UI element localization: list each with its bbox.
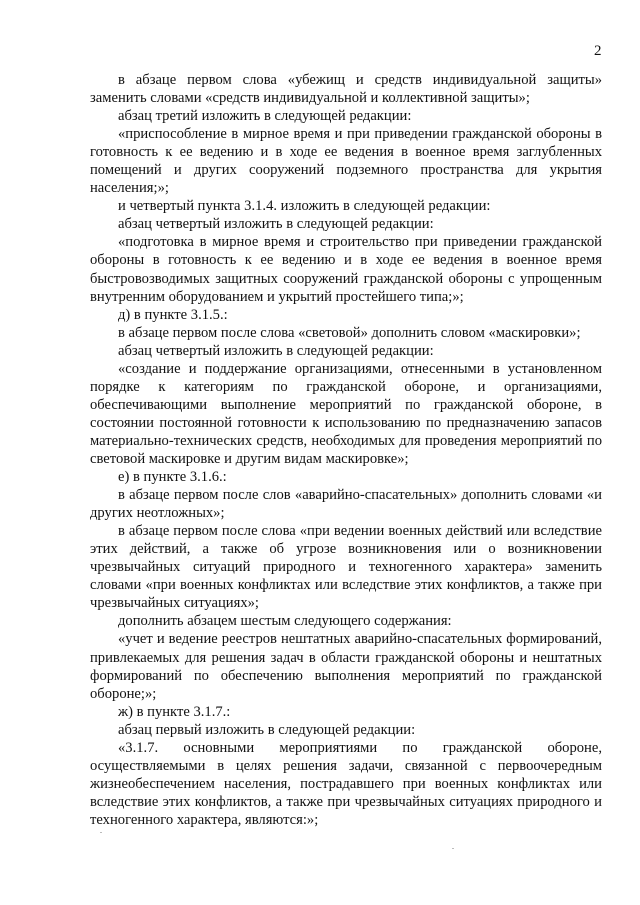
paragraph: ж) в пункте 3.1.7.: bbox=[118, 703, 231, 720]
paragraph: абзац первый изложить в следующей редакции: bbox=[118, 721, 416, 738]
paragraph: абзац третий изложить в следующей редакции: bbox=[118, 108, 412, 125]
page-number: 2 bbox=[594, 43, 602, 59]
paragraph: дополнить абзацем шестым следующего содержания: bbox=[118, 613, 452, 630]
paragraph: в абзаце первом слова «убежищ и средств индивидуальной защиты» заменить словами «средств индивидуальной и коллективной защиты»; bbox=[90, 72, 602, 107]
paragraph: в абзаце первом после слова «при ведении военных действий или вследствие этих действий, а также об угрозе возникновения или о возникновении чрезвычайных ситуаций природного и техногенного характера» заменить словами «при военных конфликтах или вследствие этих конфликтов, а также при чрезвычайных ситуациях»; bbox=[90, 523, 602, 612]
paragraph: «3.1.7. основными мероприятиями по гражданской обороне, осуществляемыми в целях решения задачи, связанной с первоочередным жизнеобеспечением населения, пострадавшего при военных конфликтах или вследствие этих конфликтов, а также при чрезвычайных ситуациях природного и техногенного характера, являются:»; bbox=[90, 739, 602, 828]
paragraph: е) в пункте 3.1.6.: bbox=[118, 469, 227, 486]
paragraph: в абзаце первом после слова «световой» дополнить словом «маскировки»; bbox=[118, 324, 581, 341]
paragraph: «учет и ведение реестров нештатных аварийно-спасательных формирований, привлекаемых для решения задач в области гражданской обороны и нештатных формирований по обеспечению выполнения мероприятий по гражданской обороне;»; bbox=[90, 631, 602, 702]
paragraph: абзац четвертый изложить в следующей редакции: bbox=[118, 216, 434, 233]
paragraph: в абзаце первом после слов «аварийно-спасательных» дополнить словами «и других неотложных»; bbox=[90, 487, 602, 522]
paragraph: абзац четвертый изложить в следующей редакции: bbox=[118, 342, 434, 359]
paragraph: «подготовка в мирное время и строительство при приведении гражданской обороны в готовность к ее ведению и в ходе ее ведения в военное время быстровозводимых защитных сооружений гражданской обороны с упрощенным внутренним оборудованием и укрытий простейшего типа;»; bbox=[90, 234, 602, 305]
paragraph: «создание и поддержание организациями, отнесенными в установленном порядке к категориям по гражданской обороне, и организациями, обеспечивающими выполнение мероприятий по гражданской обороне, в состоянии постоянной готовности к использованию по предназначению запасов материально-технических средств, необходимых для проведения мероприятий по световой маскировке и другим видам маскировке»; bbox=[90, 360, 602, 467]
paragraph: и четвертый пункта 3.1.4. изложить в следующей редакции: bbox=[118, 198, 491, 215]
scan-speck bbox=[452, 848, 454, 849]
document-body bbox=[90, 71, 602, 829]
paragraph: «приспособление в мирное время и при приведении гражданской обороны в готовность к ее ведению и в ходе ее ведения в военное время заглубленных помещений и других сооружений подземного пространства для укрытия населения;»; bbox=[90, 126, 602, 197]
paragraph: д) в пункте 3.1.5.: bbox=[118, 306, 228, 323]
scan-speck bbox=[100, 832, 102, 833]
